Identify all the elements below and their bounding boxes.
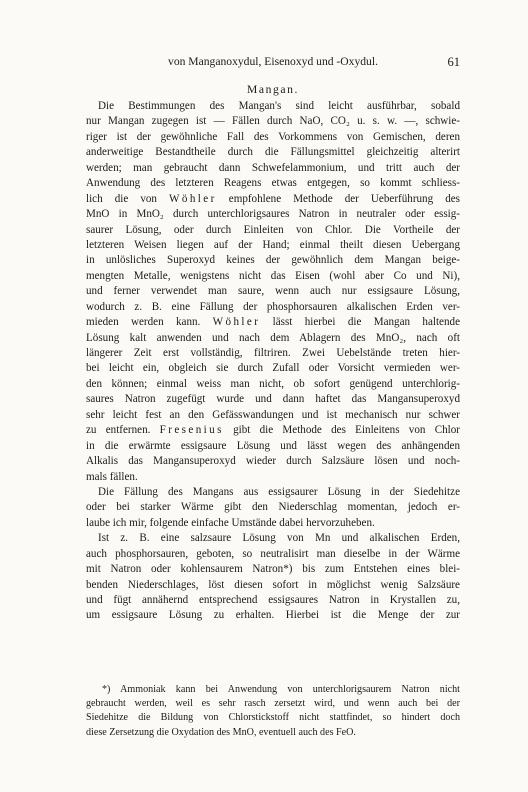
section-heading: Mangan.	[246, 83, 300, 96]
footnote	[86, 683, 460, 740]
footnote-line: gebraucht werden, weil es sehr rasch zersetzt wird, und wenn auch bei der	[86, 698, 460, 710]
text-line: werden; man gebraucht dann Schwefelammonium, und tritt auch der	[86, 161, 460, 174]
text-line: oder bei starker Wärme gibt den Niederschlag momentan, jedoch er-	[86, 501, 460, 514]
text-line: zu entfernen. Fresenius gibt die Methode des Einleitens von Chlor	[86, 424, 460, 437]
text-line: Anwendung des letzteren Reagens etwas entgegen, so kommt schliess-	[86, 177, 460, 190]
text-line: nur Mangan zugegen ist — Fällen durch NaO, CO₂ u. s. w. —, schwie-	[86, 115, 460, 128]
text-line: wodurch z. B. eine Fällung der phosphorsauren alkalischen Erden ver-	[86, 300, 460, 313]
text-line: lich die von Wöhler empfohlene Methode der Ueberführung des	[86, 192, 461, 205]
text-line: den können; einmal weiss man nicht, ob sofort genügend unterchlorig-	[86, 377, 460, 390]
paragraph	[86, 485, 460, 531]
text-line: mieden werden kann. Wöhler lässt hierbei die Mangan haltende	[86, 316, 460, 329]
paragraph	[86, 531, 460, 624]
text-line: auch phosphorsauren, geboten, so neutralisirt man dieselbe in der Wärme	[86, 547, 460, 560]
text-line: mengten Metalle, wenigstens nicht das Eisen (wohl aber Co und Ni),	[86, 269, 460, 282]
footnote-line: Siedehitze die Bildung von Chlorstickstoff nicht stattfindet, so hindert doch	[86, 712, 460, 724]
text-line: MnO in MnO₂ durch unterchlorigsaures Natron in neutraler oder essig-	[86, 208, 460, 221]
text-line: in die erwärmte essigsaure Lösung und lässt wegen des anhängenden	[86, 439, 460, 452]
text-line: und fügt annähernd entsprechend essigsaures Natron in Krystallen zu,	[86, 594, 460, 606]
page-number: 61	[447, 55, 460, 69]
text-line: letzteren Weisen liegen auf der Hand; einmal theilt diesen Uebergang	[86, 238, 460, 251]
running-title: von Manganoxydul, Eisenoxyd und -Oxydul.	[168, 55, 378, 68]
text-line: laube ich mir, folgende einfache Umstände dabei hervorzuheben.	[86, 516, 375, 529]
text-line: und ferner verwendet man saure, wenn auch nur essigsaure Lösung,	[86, 285, 460, 298]
text-line: Die Bestimmungen des Mangan's sind leicht ausführbar, sobald	[98, 100, 460, 112]
running-header	[86, 55, 460, 71]
text-line: mit Natron oder kohlensaurem Natron*) bis zum Entstehen eines blei-	[86, 563, 460, 576]
text-line: Ist z. B. eine salzsaure Lösung von Mn und alkalischen Erden,	[98, 532, 460, 545]
text-line: in unlösliches Superoxyd keines der gewöhnlich dem Mangan beige-	[86, 254, 460, 267]
paragraph	[86, 99, 460, 485]
text-line: saures Natron zugefügt wurde und dann haftet das Mangansuperoxyd	[86, 393, 460, 406]
text-line: mals fällen.	[86, 470, 138, 483]
text-line: Alkalis das Mangansuperoxyd wieder durch Salzsäure lösen und noch-	[86, 455, 460, 468]
text-line: bei leicht ein, obgleich sie durch Zufall oder Vorsicht vermieden wer-	[86, 362, 460, 375]
text-line: um essigsaure Lösung zu erhalten. Hierbei ist die Menge der zur	[86, 609, 460, 622]
text-line: saurer Lösung, oder durch Einleiten von Chlor. Die Vortheile der	[86, 223, 460, 236]
body-text	[86, 99, 460, 624]
footnote-line: *) Ammoniak kann bei Anwendung von unterchlorigsaurem Natron nicht	[102, 684, 460, 695]
text-line: längerer Zeit erst vollständig, filtriren. Zwei Uebelstände treten hier-	[86, 347, 460, 359]
text-line: sehr leicht fest an den Gefässwandungen und ist mechanisch nur schwer	[86, 408, 460, 421]
text-line: benden Niederschlages, löst diesen sofort in möglichst wenig Salzsäure	[86, 578, 460, 591]
text-line: anderweitige Bestandtheile durch die Fällungsmittel gleichzeitig alterirt	[86, 146, 460, 159]
text-line: riger ist der gewöhnliche Fall des Vorkommens von Gemischen, deren	[86, 130, 460, 143]
footnote-line: diese Zersetzung die Oxydation des MnO, eventuell auch des FeO.	[86, 726, 356, 738]
text-line: Die Fällung des Mangans aus essigsaurer Lösung in der Siedehitze	[98, 485, 460, 498]
text-line: Lösung kalt anwenden und nach dem Ablagern des MnO₂, nach oft	[86, 331, 460, 344]
